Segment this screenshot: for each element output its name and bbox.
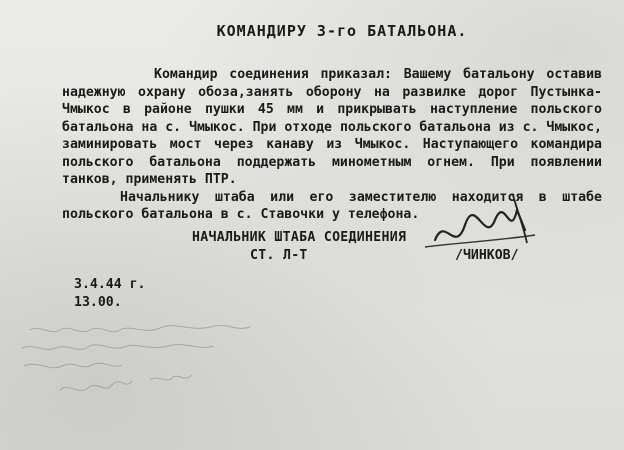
signature-position: НАЧАЛЬНИК ШТАБА СОЕДИНЕНИЯ xyxy=(192,230,407,245)
signature-rank: СТ. Л-Т xyxy=(250,248,308,263)
document-date: 3.4.44 г. xyxy=(74,277,146,292)
faded-pencil-notes xyxy=(0,310,330,420)
signature-name: /ЧИНКОВ/ xyxy=(455,248,519,263)
document-time: 13.00. xyxy=(74,295,122,310)
document-title: КОМАНДИРУ 3-го БАТАЛЬОНА. xyxy=(216,22,468,40)
chief-of-staff-paragraph: Начальнику штаба или его заместителю находится в штабе польского батальона в с. Ставочки у телефона. xyxy=(62,189,602,222)
order-paragraph: Командир соединения приказал: Вашему батальону оставив надежную охрану обоза,занять оборону на развилке дорог Пустынка-Чмыкос в районе пушки 45 мм и прикрывать наступление польского батальона на с. Чмыкос. При отходе польского батальона из с. Чмыкос, заминировать мост через канаву из Чмыкос. Наступающего командира польского батальона поддержать минометным огнем. При появлении танков, применять ПТР. xyxy=(62,67,602,187)
